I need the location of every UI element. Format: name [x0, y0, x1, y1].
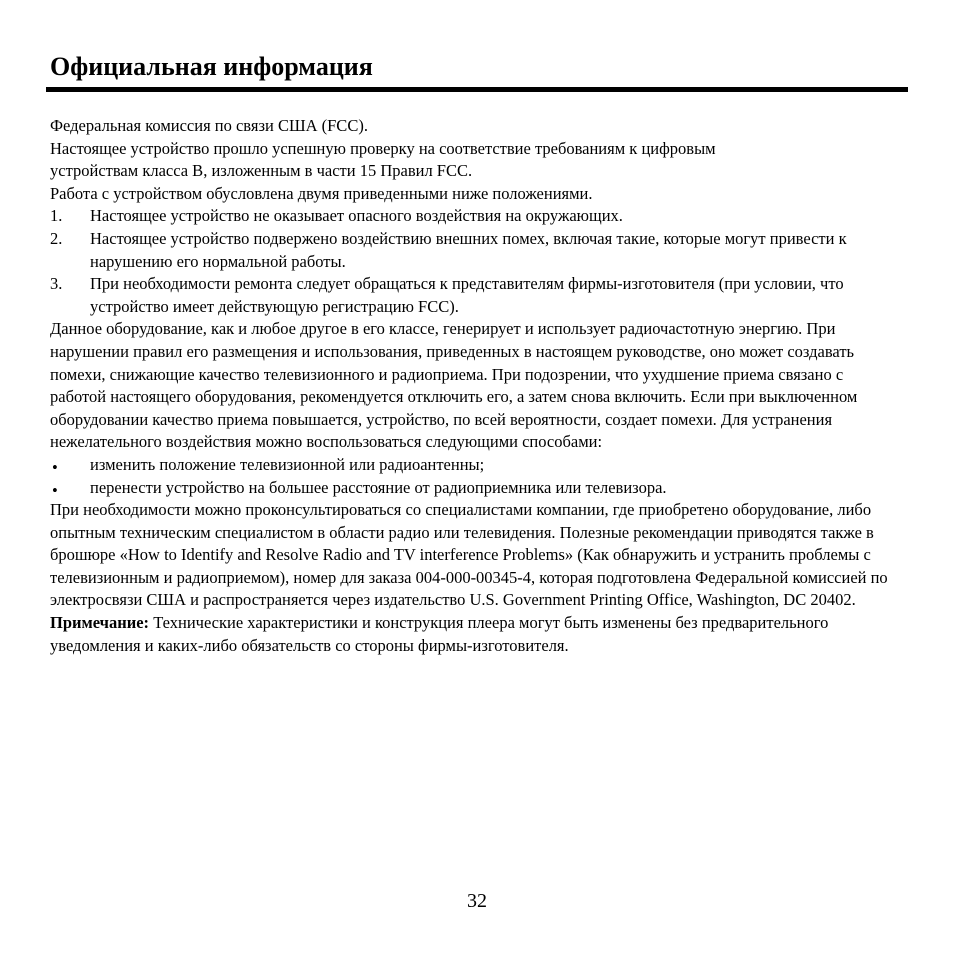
note-label: Примечание:	[50, 613, 150, 633]
list-number: 1.	[50, 206, 63, 226]
list-item-text: Настоящее устройство не оказывает опасного воздействия на окружающих.	[90, 206, 623, 226]
list-item-text: При необходимости ремонта следует обращаться к представителям фирмы-изготовителя (при условии, что устройство имеет действующую регистрацию FCC).	[90, 274, 844, 316]
list-item-text: изменить положение телевизионной или радиоантенны;	[90, 454, 485, 474]
bullet-list	[50, 454, 895, 499]
list-number: 3.	[50, 274, 63, 294]
fcc-heading-paragraph: Федеральная комиссия по связи США (FCC).	[50, 116, 368, 135]
numbered-list-item	[50, 228, 895, 273]
page-title: Официальная информация	[50, 52, 373, 81]
document-body	[50, 115, 895, 657]
title-divider	[46, 87, 908, 92]
note-text: Технические характеристики и конструкция плеера могут быть изменены без предварительного уведомления и каких-либо обязательств со стороны фирмы-изготовителя.	[50, 613, 829, 655]
bullet-list-item	[50, 477, 895, 500]
interference-paragraph: Данное оборудование, как и любое другое в его классе, генерирует и использует радиочастотную энергию. При нарушении правил его размещения и использования, приведенных в настоящем руководстве, оно может создавать помехи, снижающие качество телевизионного и радиоприема. При подозрении, что ухудшение приема связано с работой настоящего оборудования, рекомендуется отключить его, а затем снова включить. Если при выключенном оборудовании качество приема повышается, устройство, по всей вероятности, создает помехи. Для устранения нежелательного воздействия можно воспользоваться следующими способами:	[50, 319, 858, 452]
numbered-list	[50, 205, 895, 318]
note-paragraph	[50, 612, 895, 657]
list-number: 2.	[50, 228, 63, 248]
list-item-text: Настоящее устройство подвержено воздействию внешних помех, включая такие, которые могут привести к нарушению его нормальной работы.	[90, 228, 847, 271]
bullet-icon: •	[52, 457, 58, 477]
numbered-list-item	[50, 205, 895, 228]
list-item-text: перенести устройство на большее расстояние от радиоприемника или телевизора.	[90, 477, 667, 497]
consult-paragraph: При необходимости можно проконсультироваться со специалистами компании, где приобретено оборудование, либо опытным техническим специалистом в области радио или телевидения. Полезные рекомендации приводятся также в брошюре «How to Identify and Resolve Radio and TV interference Problems» (Как обнаружить и устранить проблемы с телевизионным и радиоприемом), номер для заказа 004-000-00345-4, которая подготовлена Федеральной комиссией по электросвязи США и распространяется через издательство U.S. Government Printing Office, Washington, DC 20402.	[50, 500, 888, 610]
page-number: 32	[467, 890, 487, 912]
conditions-intro-paragraph: Работа с устройством обусловлена двумя приведенными ниже положениями.	[50, 183, 593, 203]
bullet-list-item	[50, 454, 895, 477]
fcc-compliance-line-2: устройствам класса В, изложенным в части 15 Правил FCC.	[50, 161, 473, 181]
numbered-list-item	[50, 273, 895, 318]
fcc-compliance-line-1: Настоящее устройство прошло успешную проверку на соответствие требованиям к цифровым	[50, 138, 716, 158]
bullet-icon: •	[52, 480, 58, 500]
